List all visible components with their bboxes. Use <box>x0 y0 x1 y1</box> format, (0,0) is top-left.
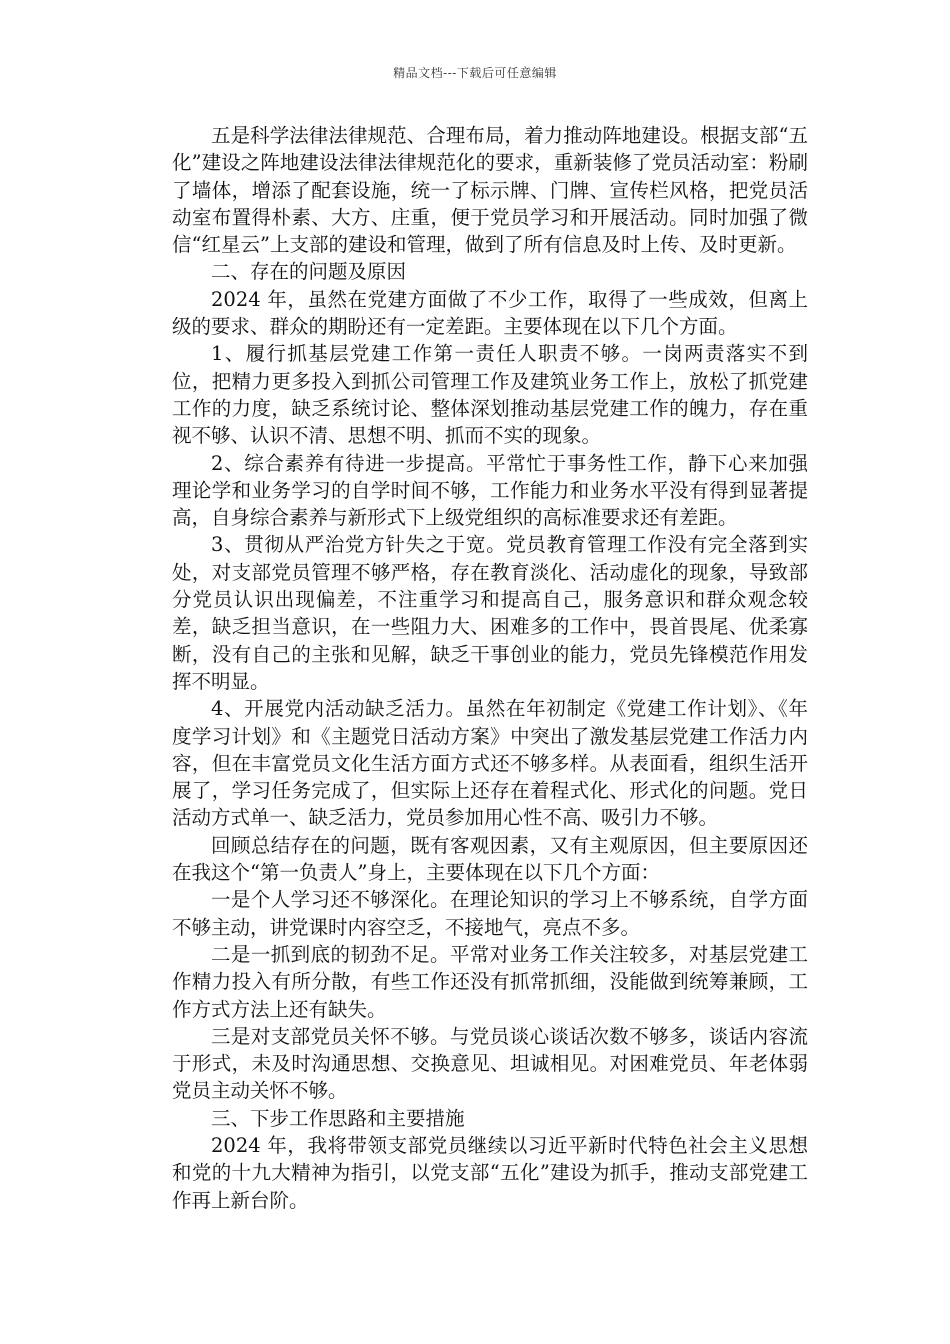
paragraph-causes-intro: 回顾总结存在的问题，既有客观因素，又有主观原因，但主要原因还在我这个“第一负责人”身上，主要体现在以下几个方面： <box>172 833 808 885</box>
paragraph-problem-4: 4、开展党内活动缺乏活力。虽然在年初制定《党建工作计划》、《年度学习计划》和《主题党日活动方案》中突出了激发基层党建工作活力内容，但在丰富党员文化生活方面方式还不够多样。从表面看，组织生活开展了，学习任务完成了，但实际上还存在着程式化、形式化的问题。党日活动方式单一、缺乏活力，党员参加用心性不高、吸引力不够。 <box>172 697 808 830</box>
paragraph-problems-intro: 2024 年，虽然在党建方面做了不少工作，取得了一些成效，但离上级的要求、群众的期盼还有一定差距。主要体现在以下几个方面。 <box>172 287 808 339</box>
section-heading-problems: 二、存在的问题及原因 <box>211 260 407 284</box>
paragraph-position-construction: 五是科学法律法律规范、合理布局，着力推动阵地建设。根据支部“五化”建设之阵地建设法律法律规范化的要求，重新装修了党员活动室：粉刷了墙体，增添了配套设施，统一了标示牌、门牌、宣传栏风格，把党员活动室布置得朴素、大方、庄重，便于党员学习和开展活动。同时加强了微信“红星云”上支部的建设和管理，做到了所有信息及时上传、及时更新。 <box>172 124 808 257</box>
paragraph-cause-1: 一是个人学习还不够深化。在理论知识的学习上不够系统，自学方面不够主动，讲党课时内容空乏，不接地气，亮点不多。 <box>172 888 808 939</box>
paragraph-cause-3: 三是对支部党员关怀不够。与党员谈心谈话次数不够多，谈话内容流于形式，未及时沟通思想、交换意见、坦诚相见。对困难党员、年老体弱党员主动关怀不够。 <box>172 1024 808 1103</box>
paragraph-cause-2: 二是一抓到底的韧劲不足。平常对业务工作关注较多，对基层党建工作精力投入有所分散，有些工作还没有抓常抓细，没能做到统筹兼顾，工作方式方法上还有缺失。 <box>172 942 808 1021</box>
page-header: 精品文档---下载后可任意编辑 <box>393 66 557 80</box>
paragraph-next-steps-intro: 2024 年，我将带领支部党员继续以习近平新时代特色社会主义思想和党的十九大精神为指引，以党支部“五化”建设为抓手，推动支部党建工作再上新台阶。 <box>172 1133 808 1212</box>
section-heading-next-steps: 三、下步工作思路和主要措施 <box>211 1106 465 1130</box>
paragraph-problem-2: 2、综合素养有待进一步提高。平常忙于事务性工作，静下心来加强理论学和业务学习的自学时间不够，工作能力和业务水平没有得到显著提高，自身综合素养与新形式下上级党组织的高标准要求还有差距。 <box>172 451 808 530</box>
document-body <box>172 122 808 1214</box>
paragraph-problem-1: 1、履行抓基层党建工作第一责任人职责不够。一岗两责落实不到位，把精力更多投入到抓公司管理工作及建筑业务工作上，放松了抓党建工作的力度，缺乏系统讨论、整体深划推动基层党建工作的魄力，存在重视不够、认识不清、思想不明、抓而不实的现象。 <box>172 342 808 448</box>
paragraph-problem-3: 3、贯彻从严治党方针失之于宽。党员教育管理工作没有完全落到实处，对支部党员管理不够严格，存在教育淡化、活动虚化的现象，导致部分党员认识出现偏差，不注重学习和提高自己，服务意识和群众观念较差，缺乏担当意识，在一些阻力大、困难多的工作中，畏首畏尾、优柔寡断，没有自己的主张和见解，缺乏干事创业的能力，党员先锋模范作用发挥不明显。 <box>172 533 808 693</box>
